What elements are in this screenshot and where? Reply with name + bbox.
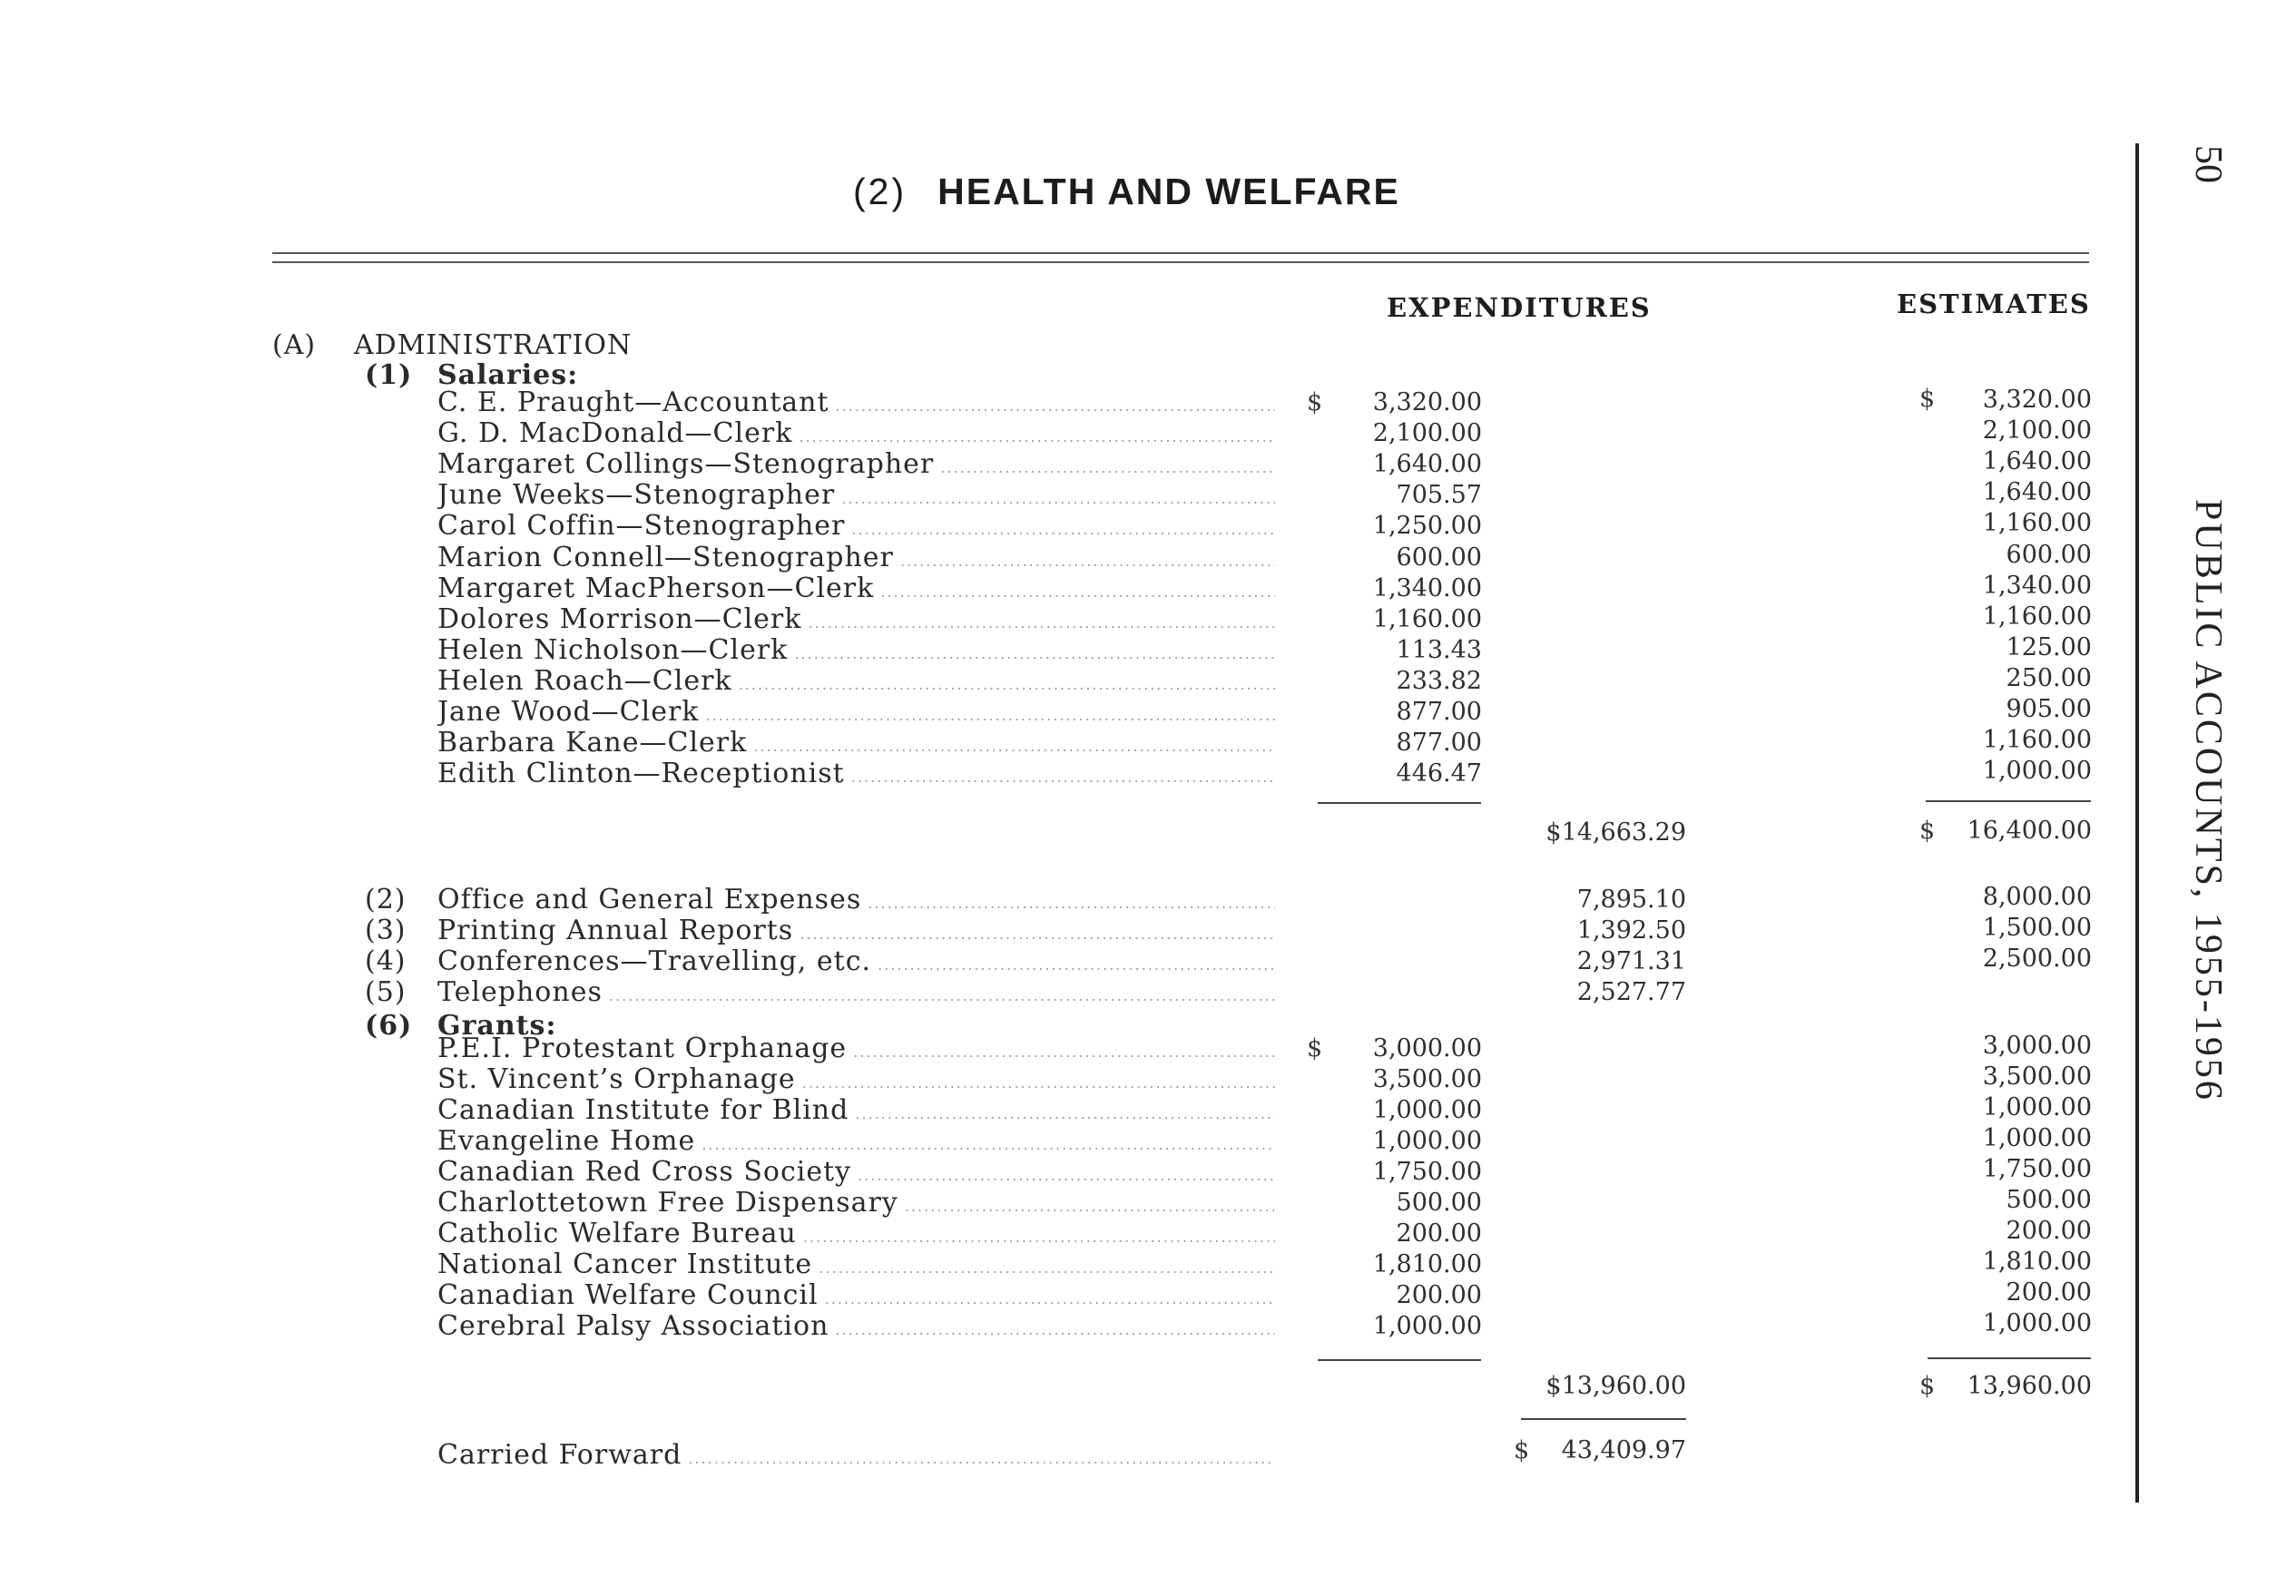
row-expenditure: 2,100.00 [1372,419,1482,448]
row-estimate: 1,000.00 [1982,757,2092,786]
row-estimate: 8,000.00 [1982,883,2092,911]
section-title-text: HEALTH AND WELFARE [937,171,1400,212]
grants-number: (6) [365,1010,413,1042]
row-expenditure: 500.00 [1396,1189,1482,1217]
row-estimate: 200.00 [2006,1278,2092,1307]
row-estimate: 1,340.00 [1982,571,2092,600]
grants-est-rule [1928,1357,2091,1359]
page-number: 50 [2187,145,2229,183]
salaries-exp-rule [1318,802,1481,804]
row-label: Marion Connell—Stenographer ..... [437,543,1275,573]
row-expenditure: 3,000.00 [1372,1034,1482,1062]
carried-forward-amount: 43,409.97 [1561,1436,1686,1464]
row-expenditure: 1,750.00 [1372,1158,1482,1186]
row-estimate: 905.00 [2006,695,2092,723]
row-expenditure: 1,340.00 [1372,573,1482,602]
carried-forward-rule [1521,1418,1686,1420]
row-expenditure: 877.00 [1396,698,1482,726]
salaries-est-subtotal-currency: $ [1919,817,1936,845]
row-expenditure: 233.82 [1396,666,1482,695]
row-label: Carol Coffin—Stenographer ..... [437,511,1275,542]
row-label: Evangeline Home ..... [437,1126,1275,1157]
row-estimate: 2,500.00 [1982,945,2092,974]
row-estimate: 3,000.00 [1982,1032,2092,1060]
row-label: G. D. MacDonald—Clerk ..... [437,418,1275,449]
row-estimate: 1,160.00 [1982,602,2092,631]
row-label: Canadian Welfare Council ..... [437,1280,1275,1311]
section-a-label: (A) [272,329,317,361]
row-label: Office and General Expenses ..... [437,885,1275,915]
row-estimate: 1,750.00 [1982,1155,2092,1183]
row-expenditure: 1,250.00 [1372,512,1482,541]
row-expenditure: 3,320.00 [1372,388,1482,416]
row-label: Conferences—Travelling, etc. ..... [437,946,1275,977]
row-label: Printing Annual Reports ..... [437,915,1275,946]
row-number: (3) [365,915,407,947]
margin-rule [2135,143,2139,1503]
row-label: Margaret MacPherson—Clerk ..... [437,573,1275,604]
row-expenditure: 2,527.77 [1576,978,1686,1007]
row-label: P.E.I. Protestant Orphanage ..... [437,1033,1275,1064]
salaries-exp-subtotal: $14,663.29 [1545,818,1686,847]
row-estimate: 500.00 [2006,1186,2092,1214]
expenditures-header: EXPENDITURES [1387,292,1652,323]
row-label: Catholic Welfare Bureau ..... [437,1219,1275,1249]
row-estimate: 1,640.00 [1982,447,2092,476]
title-rule-top [272,252,2089,254]
section-a-title: ADMINISTRATION [354,329,633,361]
carried-forward-currency: $ [1514,1436,1530,1464]
row-estimate: 1,500.00 [1982,914,2092,943]
row-number: (4) [365,945,407,978]
row-label: National Cancer Institute ..... [437,1249,1275,1280]
row-label: Jane Wood—Clerk ..... [437,697,1275,728]
row-estimate: 2,100.00 [1982,416,2092,446]
row-expenditure: 1,640.00 [1372,450,1482,479]
row-label: Barbara Kane—Clerk ..... [437,728,1275,759]
salaries-est-currency: $ [1919,385,1936,413]
grants-exp-rule [1318,1359,1481,1361]
grants-est-subtotal: 13,960.00 [1967,1372,2092,1400]
row-estimate: 125.00 [2006,632,2092,661]
row-label: Cerebral Palsy Association ..... [437,1311,1275,1342]
row-estimate: 3,500.00 [1982,1062,2092,1091]
carried-forward-label: Carried Forward ..... [437,1440,1272,1471]
row-label: C. E. Praught—Accountant ..... [437,387,1275,418]
row-expenditure: 200.00 [1396,1219,1482,1248]
row-estimate: 1,160.00 [1982,726,2092,755]
grants-est-subtotal-currency: $ [1919,1372,1936,1400]
row-label: St. Vincent’s Orphanage ..... [437,1064,1275,1095]
row-expenditure: 2,971.31 [1576,947,1686,976]
row-label: Margaret Collings—Stenographer ..... [437,449,1275,480]
title-rule-bottom [272,261,2089,263]
row-expenditure: 1,810.00 [1372,1250,1482,1278]
publication-title: PUBLIC ACCOUNTS, 1955-1956 [2187,499,2229,1102]
row-estimate: 200.00 [2006,1217,2092,1245]
row-label: Canadian Red Cross Society ..... [437,1157,1275,1188]
salaries-title: Salaries: [437,359,579,391]
row-expenditure: 1,000.00 [1372,1312,1482,1340]
salaries-est-rule [1926,800,2091,802]
row-expenditure: 705.57 [1396,481,1482,510]
row-expenditure: 600.00 [1396,543,1482,572]
row-expenditure: 1,392.50 [1576,916,1686,945]
page-title [853,171,1400,213]
salaries-est-subtotal: 16,400.00 [1967,817,2092,845]
row-label: June Weeks—Stenographer ..... [437,480,1275,511]
row-estimate: 250.00 [2006,663,2092,692]
row-label: Helen Nicholson—Clerk ..... [437,635,1275,666]
row-expenditure: 113.43 [1396,635,1482,664]
salaries-exp-currency: $ [1307,388,1323,416]
row-estimate: 1,000.00 [1982,1309,2092,1337]
row-estimate: 600.00 [2006,540,2092,569]
row-expenditure: 446.47 [1396,759,1482,788]
row-label: Charlottetown Free Dispensary ..... [437,1188,1275,1219]
grants-title: Grants: [437,1010,557,1042]
row-expenditure: 1,000.00 [1372,1127,1482,1155]
grants-exp-subtotal: $13,960.00 [1545,1372,1686,1400]
row-label: Canadian Institute for Blind ..... [437,1095,1275,1126]
row-expenditure: 1,160.00 [1372,604,1482,633]
section-number: (2) [853,171,908,212]
row-estimate: 1,000.00 [1982,1124,2092,1152]
row-estimate: 1,000.00 [1982,1093,2092,1121]
row-label: Dolores Morrison—Clerk ..... [437,604,1275,635]
row-expenditure: 3,500.00 [1372,1065,1482,1093]
row-expenditure: 200.00 [1396,1281,1482,1309]
row-estimate: 1,640.00 [1982,478,2092,507]
row-expenditure: 877.00 [1396,729,1482,758]
row-estimate: 1,810.00 [1982,1248,2092,1276]
row-estimate: 1,160.00 [1982,509,2092,538]
row-number: (5) [365,976,407,1009]
row-number: (2) [365,884,407,915]
row-label: Edith Clinton—Receptionist ..... [437,759,1275,789]
row-expenditure: 7,895.10 [1576,886,1686,914]
estimates-header: ESTIMATES [1897,289,2091,319]
row-label: Telephones ..... [437,977,1275,1008]
row-label: Helen Roach—Clerk ..... [437,666,1275,697]
grants-exp-currency: $ [1307,1034,1323,1062]
row-expenditure: 1,000.00 [1372,1096,1482,1124]
salaries-number: (1) [365,359,413,391]
row-estimate: 3,320.00 [1982,386,2092,414]
